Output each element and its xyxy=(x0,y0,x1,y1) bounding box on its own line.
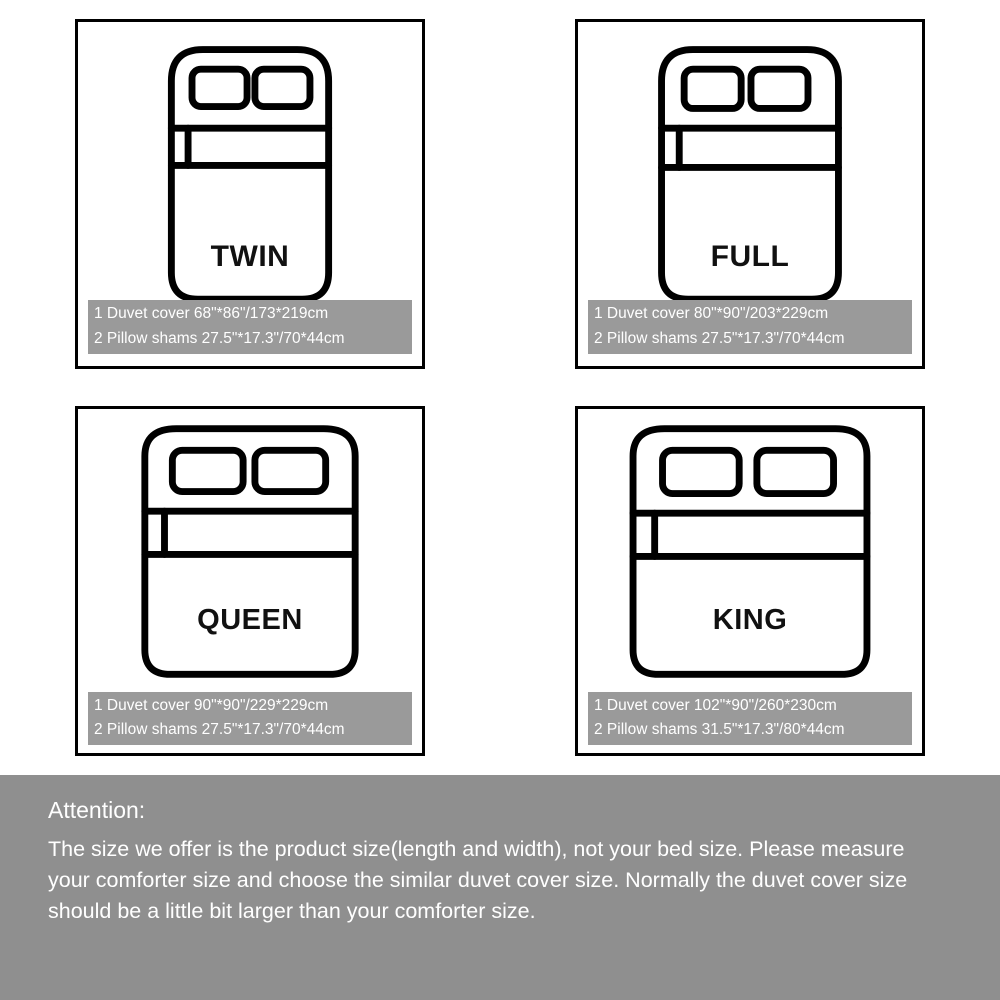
size-info-block xyxy=(588,300,912,354)
size-card-king xyxy=(500,388,1000,776)
size-info-block xyxy=(88,300,412,354)
pillow-sham-line: 2 Pillow shams 27.5"*17.3"/70*44cm xyxy=(94,721,345,739)
size-card-frame xyxy=(75,406,425,756)
size-card-frame xyxy=(575,19,925,369)
attention-body: The size we offer is the product size(length and width), not your bed size. Please measure your comforter size and choose the similar duvet cover size. Normally the duvet cover size should be a little bit larger than your comforter size. xyxy=(48,837,908,924)
bed-size-label: FULL xyxy=(710,239,790,273)
duvet-cover-line: 1 Duvet cover 90"*90"/229*229cm xyxy=(94,696,329,714)
size-info-block xyxy=(88,692,412,746)
size-card-queen xyxy=(0,388,500,776)
duvet-cover-line: 1 Duvet cover 102"*90"/260*230cm xyxy=(594,696,837,714)
size-info-block xyxy=(588,692,912,746)
attention-banner xyxy=(0,775,1000,1000)
pillow-sham-line: 2 Pillow shams 27.5"*17.3"/70*44cm xyxy=(94,329,345,347)
size-card-full xyxy=(500,0,1000,388)
pillow-sham-line: 2 Pillow shams 27.5"*17.3"/70*44cm xyxy=(594,329,845,347)
duvet-cover-line: 1 Duvet cover 80"*90"/203*229cm xyxy=(594,305,829,323)
bed-size-label: QUEEN xyxy=(197,604,303,637)
bed-size-label: KING xyxy=(712,604,788,637)
attention-title: Attention: xyxy=(48,797,146,823)
size-card-frame xyxy=(75,19,425,369)
pillow-sham-line: 2 Pillow shams 31.5"*17.3"/80*44cm xyxy=(594,721,845,739)
bed-size-label: TWIN xyxy=(210,239,290,273)
size-card-twin xyxy=(0,0,500,388)
duvet-cover-line: 1 Duvet cover 68"*86"/173*219cm xyxy=(94,305,329,323)
size-card-frame xyxy=(575,406,925,756)
